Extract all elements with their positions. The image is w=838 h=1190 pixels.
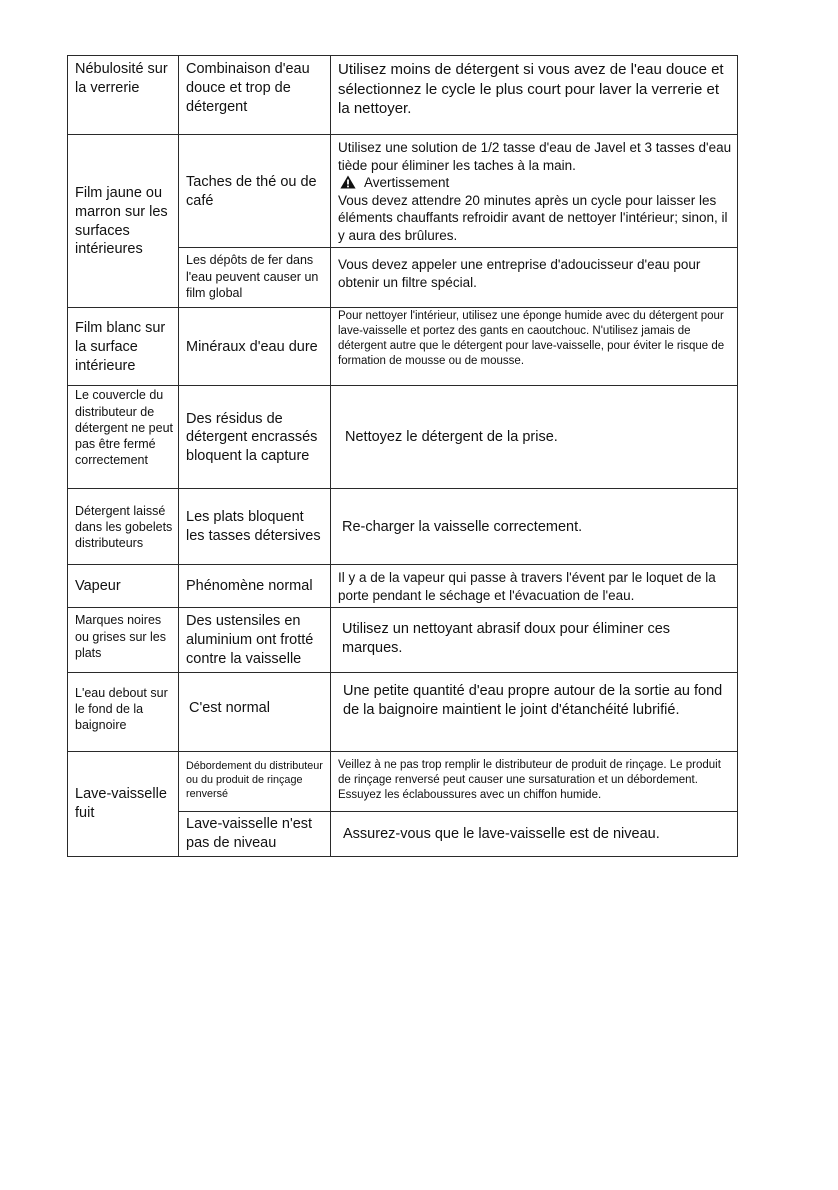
solution-cell: Il y a de la vapeur qui passe à travers l'évent par le loquet de la porte pendant le séchage et l'évacuation de l'eau. xyxy=(331,565,738,608)
solution-intro: Utilisez une solution de 1/2 tasse d'eau de Javel et 3 tasses d'eau tiède pour éliminer les taches à la main. xyxy=(338,140,732,173)
warning-label: Avertissement xyxy=(364,175,450,191)
table-row xyxy=(68,672,738,751)
cause-cell: Les plats bloquent les tasses détersives xyxy=(179,489,331,565)
problem-cell: Nébulosité sur la verrerie xyxy=(68,56,179,135)
solution-cell: Veillez à ne pas trop remplir le distributeur de produit de rinçage. Le produit de rinçage renversé peut causer une sursaturation et un débordement. Essuyez les éclaboussures avec un chiffon humide. xyxy=(331,751,738,811)
problem-cell: Film blanc sur la surface intérieure xyxy=(68,308,179,386)
table-row xyxy=(68,565,738,608)
table-row xyxy=(68,135,738,248)
problem-cell: Film jaune ou marron sur les surfaces intérieures xyxy=(68,135,179,308)
cause-cell: Phénomène normal xyxy=(179,565,331,608)
cause-cell: Des ustensiles en aluminium ont frotté contre la vaisselle xyxy=(179,608,331,673)
solution-cell: Une petite quantité d'eau propre autour de la sortie au fond de la baignoire maintient le joint d'étanchéité lubrifié. xyxy=(331,672,738,751)
solution-cell: Pour nettoyer l'intérieur, utilisez une éponge humide avec du détergent pour lave-vaisselle et portez des gants en caoutchouc. N'utilisez jamais de détergent autre que le détergent pour lave-vaisselle, pour éviter le risque de formation de mousse ou de mousse. xyxy=(331,308,738,386)
solution-cell: Utilisez un nettoyant abrasif doux pour éliminer ces marques. xyxy=(331,608,738,673)
problem-cell: Vapeur xyxy=(68,565,179,608)
problem-cell: L'eau debout sur le fond de la baignoire xyxy=(68,672,179,751)
warning-triangle-icon xyxy=(340,175,356,189)
solution-cell: Assurez-vous que le lave-vaisselle est de niveau. xyxy=(331,811,738,856)
cause-cell: Les dépôts de fer dans l'eau peuvent causer un film global xyxy=(179,248,331,308)
cause-cell: Combinaison d'eau douce et trop de détergent xyxy=(179,56,331,135)
problem-cell: Lave-vaisselle fuit xyxy=(68,751,179,856)
cause-cell: Taches de thé ou de café xyxy=(179,135,331,248)
problem-cell: Détergent laissé dans les gobelets distributeurs xyxy=(68,489,179,565)
troubleshooting-table xyxy=(67,55,738,857)
solution-warning: Vous devez attendre 20 minutes après un cycle pour laisser les éléments chauffants refroidir avant de nettoyer l'intérieur; sinon, il y aura des brûlures. xyxy=(338,192,728,243)
problem-cell: Le couvercle du distributeur de détergent ne peut pas être fermé correctement xyxy=(68,386,179,489)
cause-cell: Minéraux d'eau dure xyxy=(179,308,331,386)
cause-cell: Lave-vaisselle n'est pas de niveau xyxy=(179,811,331,856)
solution-cell: Re-charger la vaisselle correctement. xyxy=(331,489,738,565)
cause-cell: Des résidus de détergent encrassés bloquent la capture xyxy=(179,386,331,489)
table-row xyxy=(68,56,738,135)
solution-cell: Utilisez moins de détergent si vous avez de l'eau douce et sélectionnez le cycle le plus court pour laver la verrerie et la nettoyer. xyxy=(331,56,738,135)
warning-line xyxy=(338,174,733,192)
solution-cell: Nettoyez le détergent de la prise. xyxy=(331,386,738,489)
solution-cell: Vous devez appeler une entreprise d'adoucisseur d'eau pour obtenir un filtre spécial. xyxy=(331,248,738,308)
cause-cell: C'est normal xyxy=(179,672,331,751)
table-row xyxy=(68,751,738,811)
problem-cell: Marques noires ou grises sur les plats xyxy=(68,608,179,673)
table-row xyxy=(68,386,738,489)
table-row xyxy=(68,489,738,565)
table-row xyxy=(68,608,738,673)
cause-cell: Débordement du distributeur ou du produit de rinçage renversé xyxy=(179,751,331,811)
table-row xyxy=(68,308,738,386)
solution-cell xyxy=(331,135,738,248)
